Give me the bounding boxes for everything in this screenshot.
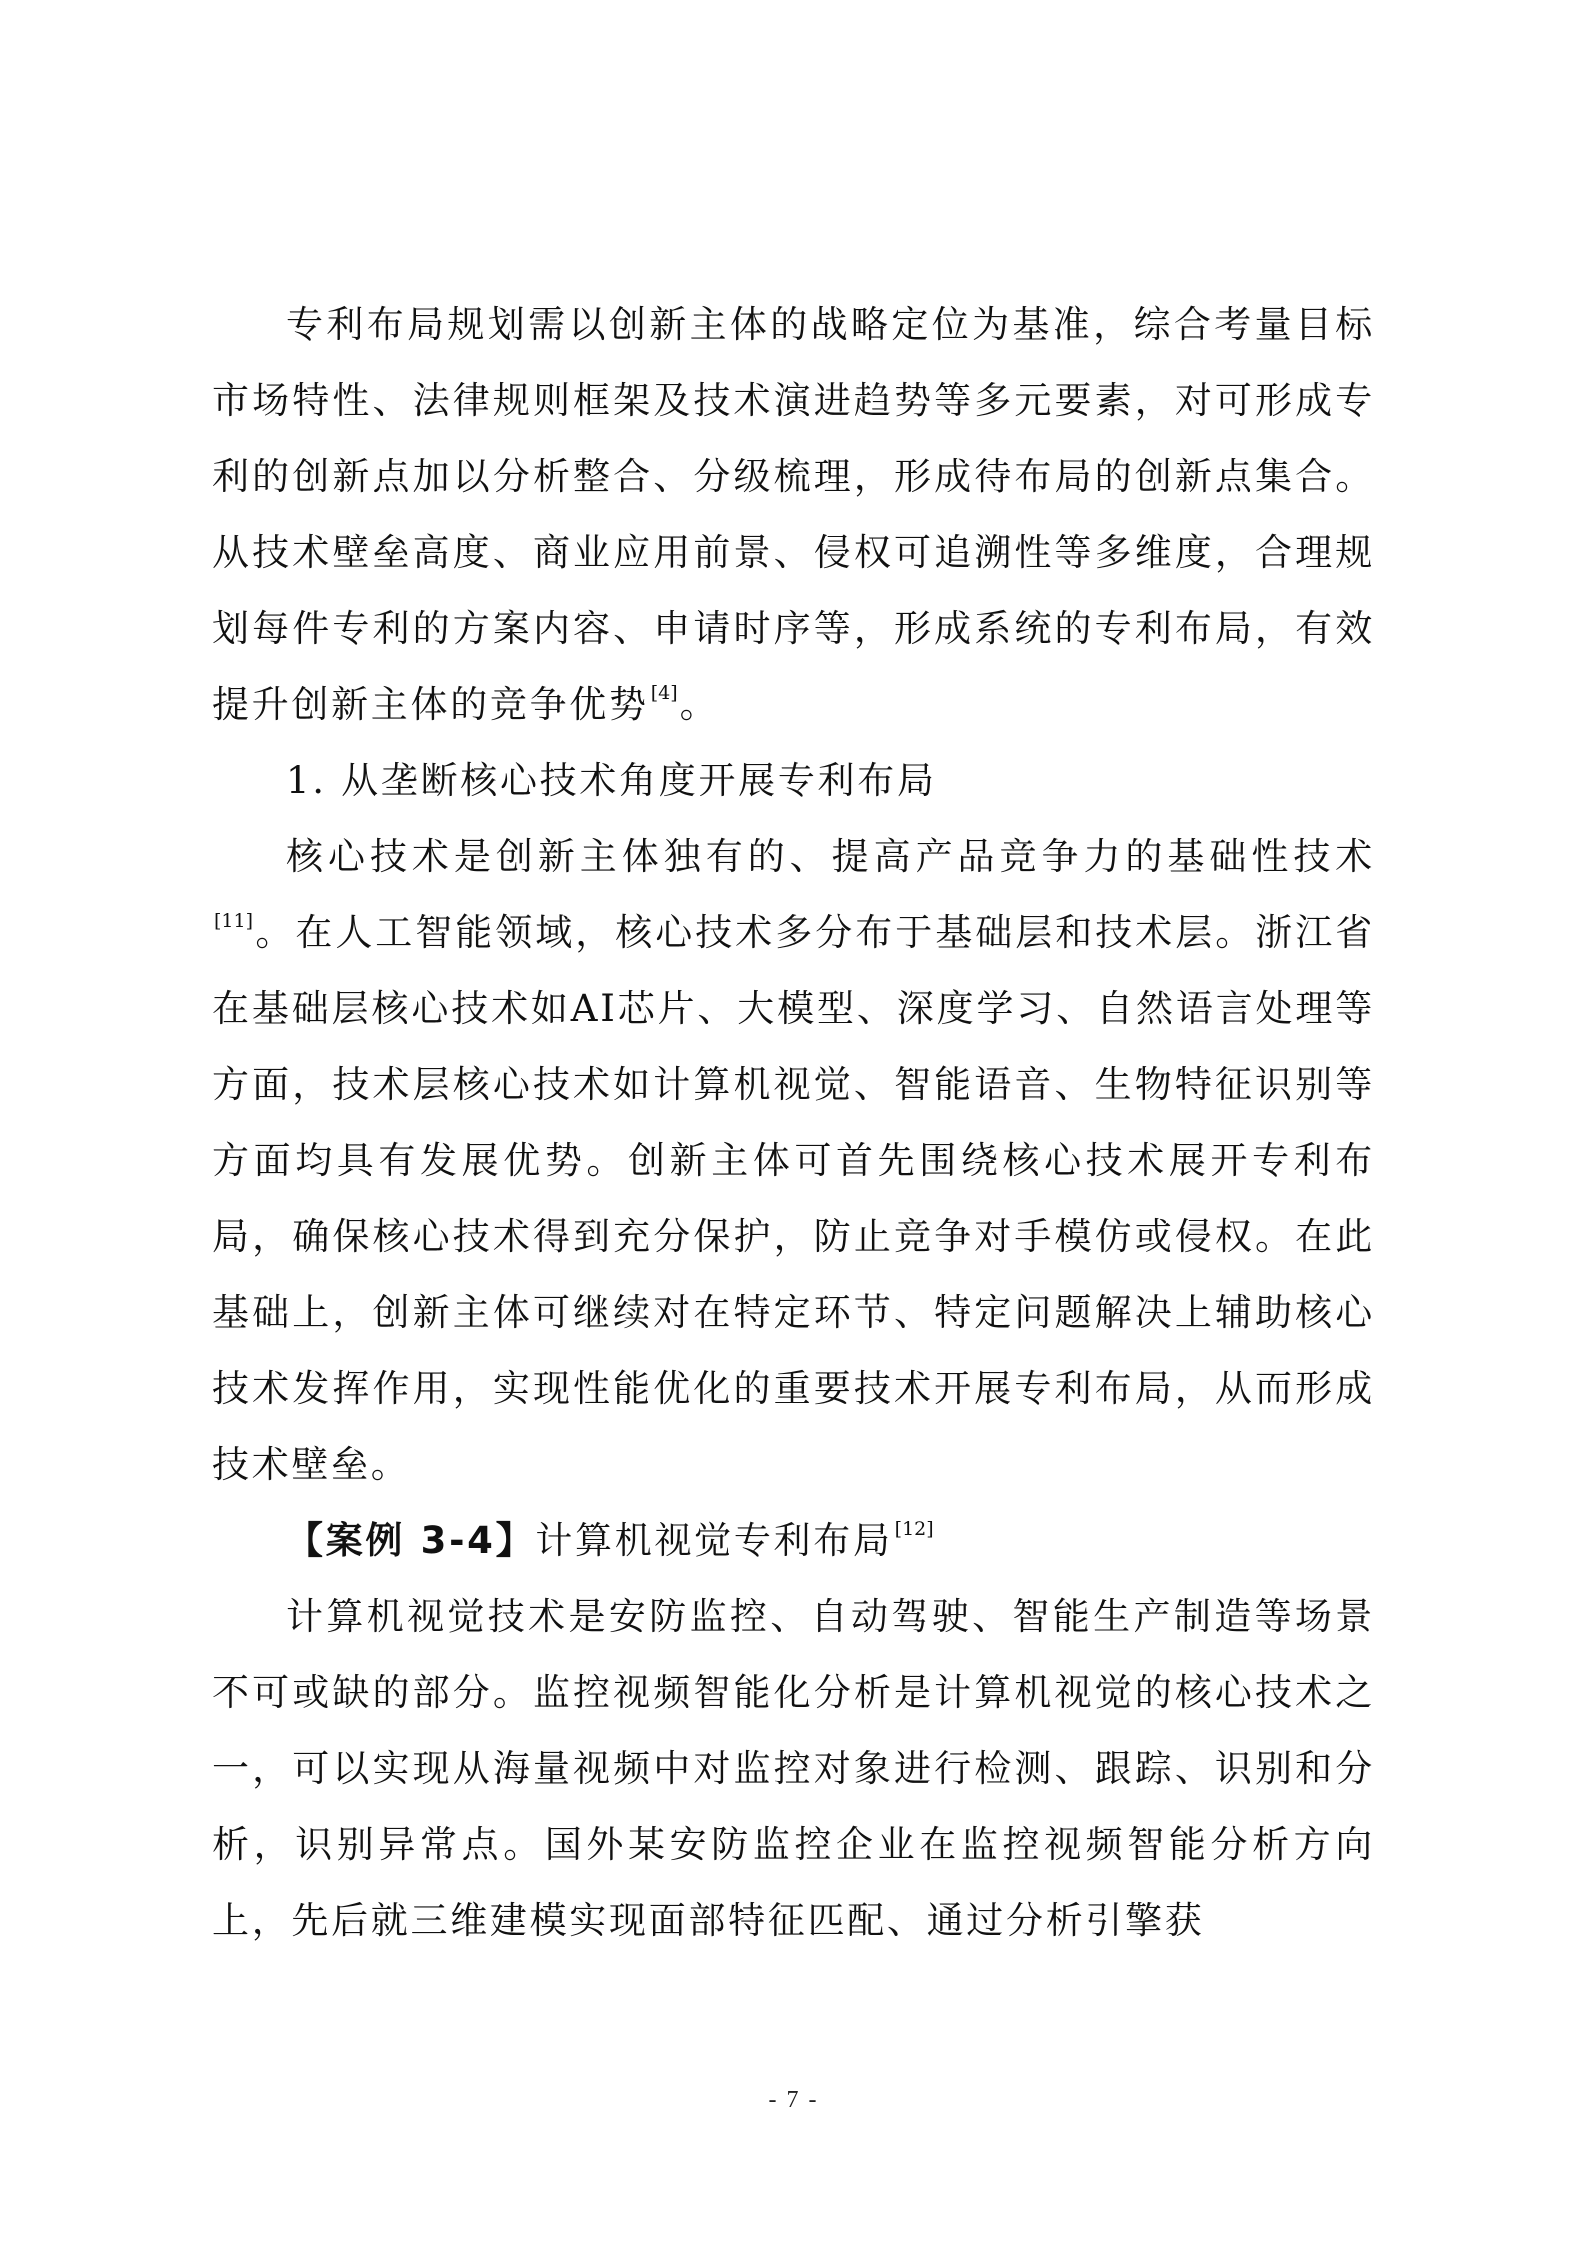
case-open-bracket: 【	[286, 1519, 326, 1562]
paragraph-text: 计算机视觉技术是安防监控、自动驾驶、智能生产制造等场景不可或缺的部分。监控视频智能化分析是计算机视觉的核心技术之一，可以实现从海量视频中对监控对象进行检测、跟踪、识别和分析，识别异常点。国外某安防监控企业在监控视频智能分析方向上，先后就三维建模实现面部特征匹配、通过分析引擎获	[212, 1595, 1375, 1942]
citation-ref: [11]	[214, 910, 254, 932]
page-number: - 7 -	[768, 2087, 819, 2113]
paragraph-text-rest: 。在人工智能领域，核心技术多分布于基础层和技术层。浙江省在基础层核心技术如AI芯片、大模型、深度学习、自然语言处理等方面，技术层核心技术如计算机视觉、智能语音、生物特征识别等方面均具有发展优势。创新主体可首先围绕核心技术展开专利布局，确保核心技术得到充分保护，防止竞争对手模仿或侵权。在此基础上，创新主体可继续对在特定环节、特定问题解决上辅助核心技术发挥作用，实现性能优化的重要技术开展专利布局，从而形成技术壁垒。	[212, 911, 1375, 1486]
paragraph-computer-vision	[212, 1579, 1375, 1959]
case-title	[212, 1503, 1375, 1579]
section-heading: 1. 从垄断核心技术角度开展专利布局	[286, 759, 937, 802]
paragraph-text: 专利布局规划需以创新主体的战略定位为基准，综合考量目标市场特性、法律规则框架及技术演进趋势等多元要素，对可形成专利的创新点加以分析整合、分级梳理，形成待布局的创新点集合。从技术壁垒高度、商业应用前景、侵权可追溯性等多维度，合理规划每件专利的方案内容、申请时序等，形成系统的专利布局，有效提升创新主体的竞争优势	[212, 303, 1375, 726]
case-label: 案例 3-4	[325, 1519, 496, 1562]
paragraph-end: 。	[679, 683, 720, 726]
paragraph-text: 核心技术是创新主体独有的、提高产品竞争力的基础性技术	[286, 835, 1375, 878]
citation-ref: [4]	[650, 682, 678, 704]
case-close-bracket: 】	[495, 1519, 536, 1562]
case-title-text: 计算机视觉专利布局	[535, 1519, 893, 1562]
citation-ref: [12]	[894, 1518, 934, 1540]
paragraph-patent-layout-planning	[212, 287, 1375, 743]
page-body	[212, 287, 1375, 1959]
paragraph-core-technology	[212, 819, 1375, 1503]
